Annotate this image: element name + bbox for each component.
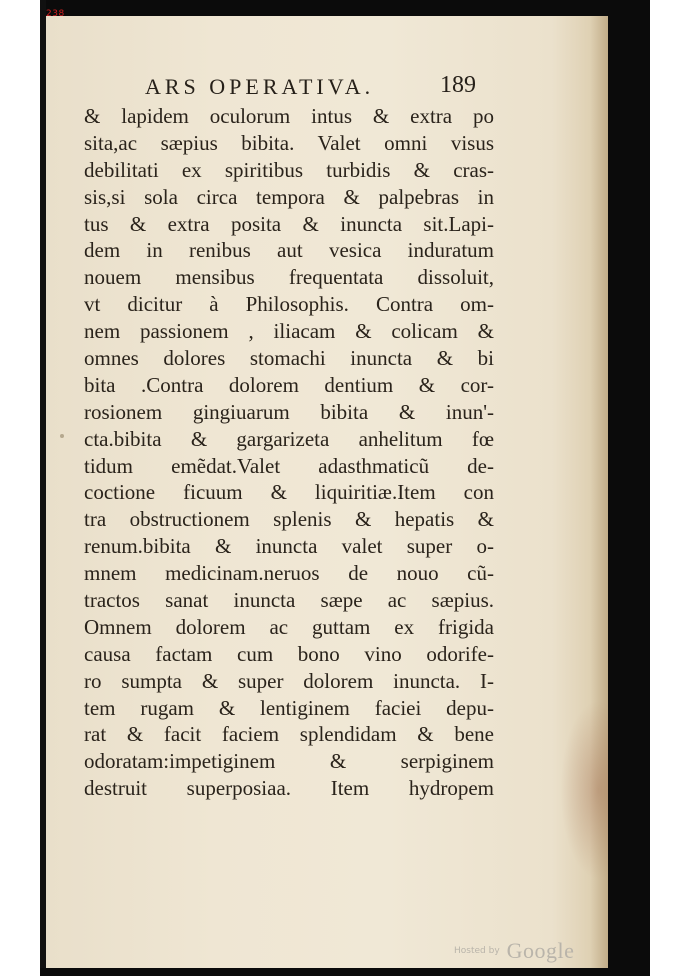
text-line: cta.bibita & gargarizeta anhelitum fœ — [84, 426, 494, 451]
text-line: sita,ac sæpius bibita. Valet omni visus — [84, 130, 494, 155]
text-line: vt dicitur à Philosophis. Contra om- — [84, 292, 494, 317]
text-line: tus & extra posita & inuncta sit.Lapi- — [84, 211, 494, 236]
text-line: coctione ficuum & liquiritiæ.Item con — [84, 480, 494, 505]
text-line: sis,si sola circa tempora & palpebras in — [84, 184, 494, 209]
text-line: tractos sanat inuncta sæpe ac sæpius. — [84, 588, 494, 613]
text-line: dem in renibus aut vesica induratum — [84, 238, 494, 263]
text-line: tra obstructionem splenis & hepatis & — [84, 507, 494, 532]
text-line: tidum emẽdat.Valet adasthmaticũ de- — [84, 453, 494, 478]
google-logo: Google — [506, 938, 575, 963]
page-number: 189 — [440, 72, 476, 98]
text-line: mnem medicinam.neruos de nouo cũ- — [84, 561, 494, 586]
running-head — [46, 70, 608, 100]
hosted-by-watermark — [454, 938, 574, 964]
text-line: odoratam:impetiginem & serpiginem — [84, 749, 494, 774]
text-line: debilitati ex spiritibus turbidis & cras- — [84, 157, 494, 182]
text-line: rat & facit faciem splendidam & bene — [84, 722, 494, 747]
margin-mark — [60, 434, 64, 438]
page-stain — [560, 700, 608, 880]
text-line: destruit superposiaa. Item hydropem — [84, 776, 494, 801]
text-line: causa factam cum bono vino odorife- — [84, 641, 494, 666]
scan-border-bottom — [40, 968, 650, 976]
text-line: nem passionem , iliacam & colicam & — [84, 319, 494, 344]
scan-border-top — [40, 0, 650, 16]
text-line: Omnem dolorem ac guttam ex frigida — [84, 614, 494, 639]
text-line: tem rugam & lentiginem faciei depu- — [84, 695, 494, 720]
hosted-by-text: Hosted by — [454, 946, 500, 956]
text-line: & lapidem oculorum intus & extra po — [84, 104, 494, 128]
text-line: renum.bibita & inuncta valet super o- — [84, 534, 494, 559]
library-mark: 238 — [46, 9, 65, 19]
text-line: omnes dolores stomachi inuncta & bi — [84, 346, 494, 371]
text-line: bita .Contra dolorem dentium & cor- — [84, 372, 494, 397]
text-line: ro sumpta & super dolorem inuncta. I- — [84, 668, 494, 693]
text-line: nouem mensibus frequentata dissoluit, — [84, 265, 494, 290]
body-text — [84, 103, 494, 802]
text-line: rosionem gingiuarum bibita & inun'- — [84, 399, 494, 424]
scan-border-right — [608, 0, 650, 976]
running-head-title: ARS OPERATIVA. — [145, 74, 375, 99]
